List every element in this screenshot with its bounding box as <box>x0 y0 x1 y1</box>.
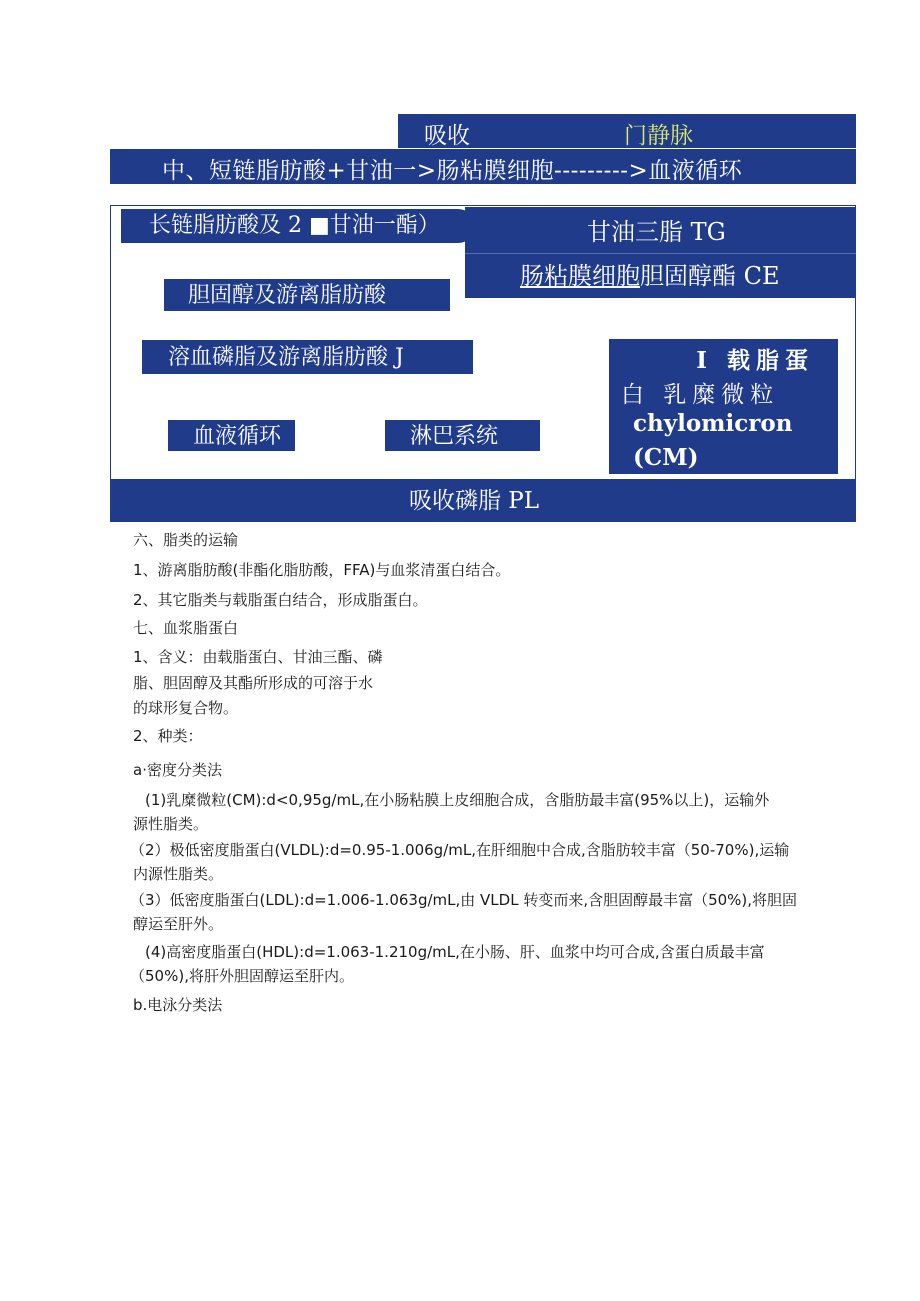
absorb-banner <box>398 114 856 148</box>
hdl-description-2: （50%),将肝外胆固醇运至肝内。 <box>130 967 354 985</box>
ce-box <box>465 253 856 298</box>
absorption-diagram <box>110 205 856 522</box>
lymph-system-box <box>385 420 540 451</box>
definition-line-3: 的球形复合物。 <box>133 699 239 717</box>
long-chain-label: 长链脂肪酸及 2 ■甘油一酯） <box>149 213 440 238</box>
ce-label: 胆固醇酯 CE <box>640 262 780 290</box>
short-chain-line: 中、短链脂肪酸+甘油一>肠粘膜细胞--------->血液循环 <box>162 158 743 184</box>
long-chain-box <box>121 209 475 243</box>
hdl-description-1: (4)高密度脂蛋白(HDL):d=1.063-1.210g/mL,在小肠、肝、血浆中均可合成,含蛋白质最丰富 <box>145 943 765 961</box>
ce-underlined-label: 肠粘膜细胞 <box>520 262 640 290</box>
chylomicron-box <box>609 339 838 474</box>
absorb-pl-label: 吸收磷脂 PL <box>409 488 540 514</box>
tg-label: 甘油三脂 TG <box>587 218 726 246</box>
ldl-description-2: 醇运至肝外。 <box>133 915 224 933</box>
tg-box <box>465 207 856 253</box>
absorb-pl-box <box>111 479 856 522</box>
ldl-description-1: （3）低密度脂蛋白(LDL):d=1.006-1.063g/mL,由 VLDL 转变而来,含胆固醇最丰富（50%),将胆固 <box>130 891 798 909</box>
cm-description-2: 源性脂类。 <box>133 815 209 833</box>
vldl-description-1: （2）极低密度脂蛋白(VLDL):d=0.95-1.006g/mL,在肝细胞中合成,含脂肪较丰富（50-70%),运输 <box>130 841 790 859</box>
section-6-title: 六、脂类的运输 <box>133 531 239 549</box>
absorb-label: 吸收 <box>424 123 470 149</box>
short-chain-banner <box>110 149 856 184</box>
cholesterol-ffa-label: 胆固醇及游离脂肪酸 <box>188 283 387 308</box>
cm-line-2: 白 乳糜微粒 <box>621 382 780 408</box>
cm-description-1: (1)乳糜微粒(CM):d<0,95g/mL,在小肠粘膜上皮细胞合成，含脂肪最丰富(95%以上)，运输外 <box>145 791 770 809</box>
lymph-system-label: 淋巴系统 <box>410 424 499 449</box>
section-6-point-1: 1、游离脂肪酸(非酯化脂肪酸，FFA)与血浆清蛋白结合。 <box>133 561 511 579</box>
blood-circulation-box <box>168 420 295 451</box>
section-7-title: 七、血浆脂蛋白 <box>133 619 239 637</box>
definition-line-1: 1、含义：由载脂蛋白、甘油三酯、磷 <box>133 648 383 666</box>
lyso-pl-box <box>142 340 473 374</box>
section-6-point-2: 2、其它脂类与载脂蛋白结合，形成脂蛋白。 <box>133 591 428 609</box>
cm-line-1: I 载脂蛋 <box>696 347 814 374</box>
blood-circulation-label: 血液循环 <box>193 424 282 449</box>
cholesterol-ffa-box <box>164 279 450 311</box>
electrophoresis-classification-title: b.电泳分类法 <box>133 996 223 1014</box>
portal-vein-label: 门静脉 <box>624 123 693 149</box>
cm-line-4: (CM) <box>633 444 699 471</box>
definition-line-2: 脂、胆固醇及其酯所形成的可溶于水 <box>133 674 374 692</box>
lyso-pl-label: 溶血磷脂及游离脂肪酸 J <box>168 345 404 370</box>
density-classification-title: a·密度分类法 <box>133 761 222 779</box>
cm-line-3: chylomicron <box>633 410 793 437</box>
kinds-title: 2、种类： <box>133 727 203 745</box>
vldl-description-2: 内源性脂类。 <box>133 865 224 883</box>
